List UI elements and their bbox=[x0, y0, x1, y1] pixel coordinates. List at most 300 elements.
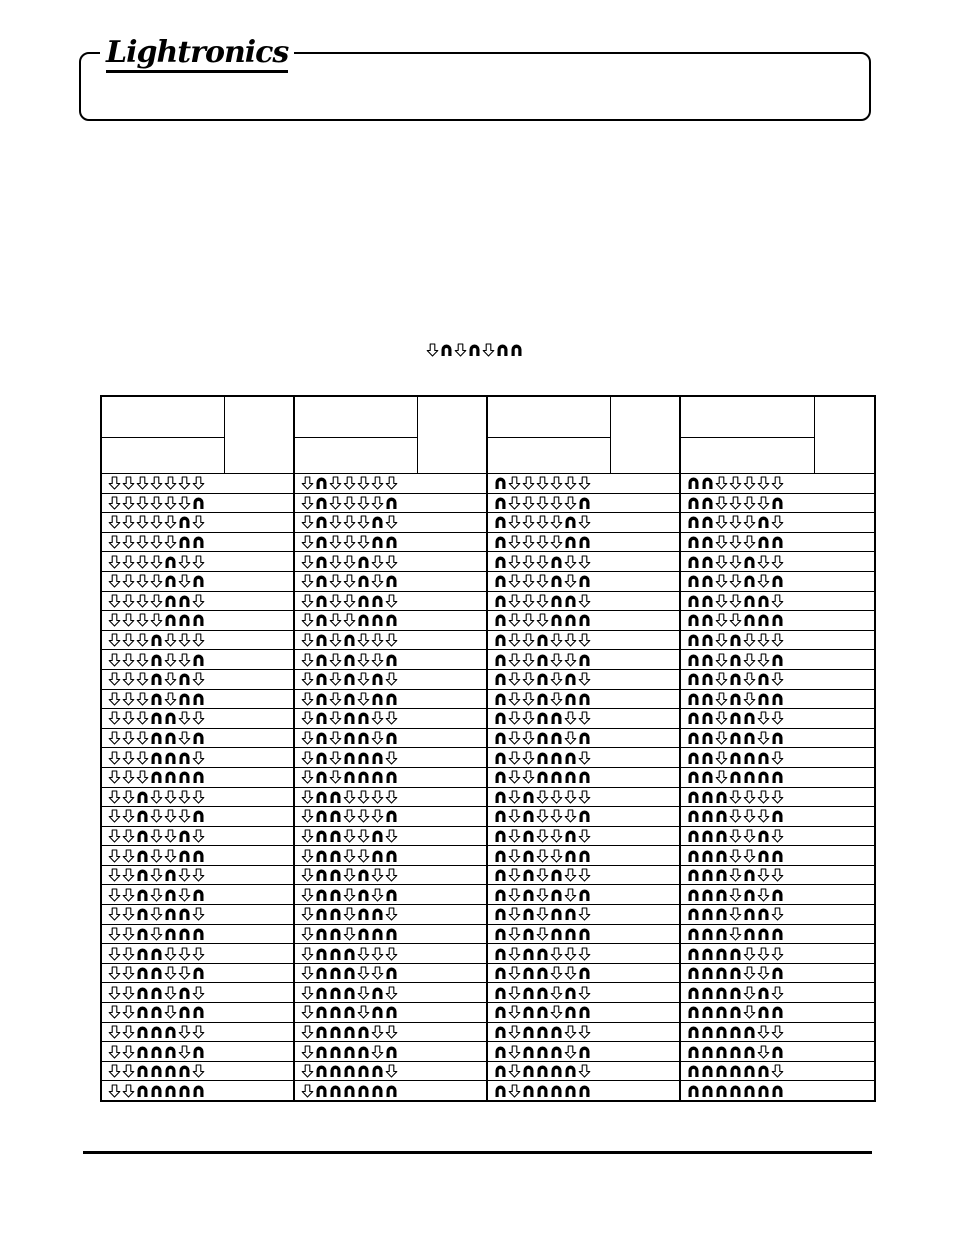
switch-down-icon bbox=[122, 692, 135, 706]
switch-up-icon bbox=[178, 1005, 191, 1019]
switch-up-icon bbox=[494, 1005, 507, 1019]
switch-setting-row bbox=[681, 788, 874, 808]
switch-up-icon bbox=[494, 496, 507, 510]
switch-up-icon bbox=[371, 515, 384, 529]
switch-up-icon bbox=[687, 888, 700, 902]
switch-down-icon bbox=[578, 633, 591, 647]
switch-legend bbox=[426, 342, 524, 358]
switch-down-icon bbox=[178, 633, 191, 647]
switch-down-icon bbox=[343, 868, 356, 882]
switch-up-icon bbox=[536, 966, 549, 980]
switch-up-icon bbox=[715, 907, 728, 921]
switch-down-icon bbox=[192, 751, 205, 765]
switch-setting-row bbox=[681, 592, 874, 612]
switch-down-icon bbox=[743, 672, 756, 686]
switch-setting-row bbox=[295, 690, 486, 710]
switch-up-icon bbox=[371, 770, 384, 784]
switch-down-icon bbox=[564, 809, 577, 823]
switch-down-icon bbox=[536, 927, 549, 941]
switch-up-icon bbox=[357, 1045, 370, 1059]
switch-down-icon bbox=[343, 888, 356, 902]
switch-down-icon bbox=[371, 653, 384, 667]
switch-down-icon bbox=[385, 1025, 398, 1039]
switch-setting-row bbox=[295, 729, 486, 749]
switch-up-icon bbox=[564, 1064, 577, 1078]
switch-up-icon bbox=[701, 476, 714, 490]
switch-up-icon bbox=[357, 907, 370, 921]
switch-down-icon bbox=[564, 711, 577, 725]
switch-up-icon bbox=[701, 986, 714, 1000]
switch-down-icon bbox=[136, 731, 149, 745]
switch-up-icon bbox=[357, 868, 370, 882]
switch-up-icon bbox=[329, 868, 342, 882]
switch-up-icon bbox=[522, 927, 535, 941]
switch-down-icon bbox=[715, 653, 728, 667]
switch-setting-row bbox=[102, 1023, 293, 1043]
switch-down-icon bbox=[508, 1045, 521, 1059]
switch-up-icon bbox=[729, 947, 742, 961]
switch-up-icon bbox=[715, 947, 728, 961]
switch-up-icon bbox=[687, 1025, 700, 1039]
switch-down-icon bbox=[578, 907, 591, 921]
switch-up-icon bbox=[687, 770, 700, 784]
switch-down-icon bbox=[343, 907, 356, 921]
switch-down-icon bbox=[757, 790, 770, 804]
switch-down-icon bbox=[122, 515, 135, 529]
switch-down-icon bbox=[164, 535, 177, 549]
switch-down-icon bbox=[164, 966, 177, 980]
switch-up-icon bbox=[729, 1064, 742, 1078]
switch-down-icon bbox=[771, 555, 784, 569]
switch-setting-row bbox=[488, 807, 679, 827]
switch-down-icon bbox=[550, 633, 563, 647]
switch-up-icon bbox=[536, 633, 549, 647]
switch-down-icon bbox=[522, 672, 535, 686]
switch-down-icon bbox=[550, 653, 563, 667]
switch-down-icon bbox=[108, 574, 121, 588]
switch-down-icon bbox=[371, 790, 384, 804]
switch-up-icon bbox=[550, 574, 563, 588]
switch-up-icon bbox=[178, 751, 191, 765]
switch-down-icon bbox=[508, 476, 521, 490]
switch-setting-row bbox=[488, 592, 679, 612]
switch-setting-row bbox=[681, 533, 874, 553]
switch-down-icon bbox=[343, 613, 356, 627]
switch-up-icon bbox=[729, 672, 742, 686]
switch-down-icon bbox=[508, 849, 521, 863]
switch-up-icon bbox=[315, 1045, 328, 1059]
switch-down-icon bbox=[715, 711, 728, 725]
switch-down-icon bbox=[329, 653, 342, 667]
switch-up-icon bbox=[150, 1005, 163, 1019]
switch-down-icon bbox=[301, 888, 314, 902]
switch-setting-row bbox=[295, 944, 486, 964]
switch-down-icon bbox=[301, 1084, 314, 1098]
switch-up-icon bbox=[150, 1064, 163, 1078]
switch-up-icon bbox=[522, 1025, 535, 1039]
switch-setting-row bbox=[102, 552, 293, 572]
switch-down-icon bbox=[371, 809, 384, 823]
switch-up-icon bbox=[715, 868, 728, 882]
switch-up-icon bbox=[687, 731, 700, 745]
switch-up-icon bbox=[715, 1025, 728, 1039]
switch-up-icon bbox=[329, 849, 342, 863]
switch-up-icon bbox=[536, 1064, 549, 1078]
switch-up-icon bbox=[315, 770, 328, 784]
switch-down-icon bbox=[426, 343, 439, 357]
switch-down-icon bbox=[743, 829, 756, 843]
switch-up-icon bbox=[687, 1045, 700, 1059]
switch-up-icon bbox=[385, 613, 398, 627]
switch-down-icon bbox=[508, 966, 521, 980]
switch-down-icon bbox=[371, 1045, 384, 1059]
switch-down-icon bbox=[150, 515, 163, 529]
switch-setting-row bbox=[102, 983, 293, 1003]
switch-up-icon bbox=[385, 574, 398, 588]
switch-up-icon bbox=[771, 496, 784, 510]
switch-down-icon bbox=[329, 633, 342, 647]
switch-down-icon bbox=[715, 751, 728, 765]
switch-down-icon bbox=[108, 849, 121, 863]
switch-down-icon bbox=[385, 594, 398, 608]
switch-up-icon bbox=[701, 496, 714, 510]
switch-down-icon bbox=[301, 711, 314, 725]
switch-down-icon bbox=[164, 476, 177, 490]
switch-up-icon bbox=[701, 829, 714, 843]
switch-up-icon bbox=[371, 672, 384, 686]
switch-setting-row bbox=[295, 866, 486, 886]
switch-down-icon bbox=[122, 986, 135, 1000]
switch-up-icon bbox=[494, 476, 507, 490]
switch-up-icon bbox=[343, 711, 356, 725]
switch-up-icon bbox=[178, 1064, 191, 1078]
switch-up-icon bbox=[550, 711, 563, 725]
switch-down-icon bbox=[522, 770, 535, 784]
switch-up-icon bbox=[192, 731, 205, 745]
switch-down-icon bbox=[136, 515, 149, 529]
switch-up-icon bbox=[150, 947, 163, 961]
switch-down-icon bbox=[550, 966, 563, 980]
switch-up-icon bbox=[701, 907, 714, 921]
switch-setting-row bbox=[488, 866, 679, 886]
switch-up-icon bbox=[701, 1084, 714, 1098]
switch-setting-row bbox=[488, 513, 679, 533]
switch-down-icon bbox=[743, 966, 756, 980]
switch-down-icon bbox=[343, 535, 356, 549]
switch-setting-row bbox=[681, 768, 874, 788]
switch-down-icon bbox=[357, 496, 370, 510]
switch-down-icon bbox=[522, 594, 535, 608]
switch-up-icon bbox=[494, 888, 507, 902]
switch-down-icon bbox=[136, 535, 149, 549]
switch-down-icon bbox=[371, 633, 384, 647]
switch-down-icon bbox=[329, 731, 342, 745]
switch-down-icon bbox=[536, 535, 549, 549]
switch-up-icon bbox=[164, 574, 177, 588]
switch-up-icon bbox=[564, 672, 577, 686]
switch-up-icon bbox=[178, 829, 191, 843]
switch-up-icon bbox=[687, 907, 700, 921]
switch-up-icon bbox=[550, 927, 563, 941]
switch-down-icon bbox=[743, 947, 756, 961]
switch-down-icon bbox=[536, 574, 549, 588]
switch-up-icon bbox=[522, 1045, 535, 1059]
switch-up-icon bbox=[357, 1064, 370, 1078]
switch-down-icon bbox=[108, 751, 121, 765]
switch-up-icon bbox=[743, 613, 756, 627]
switch-up-icon bbox=[357, 574, 370, 588]
switch-up-icon bbox=[494, 653, 507, 667]
switch-setting-row bbox=[102, 690, 293, 710]
switch-down-icon bbox=[536, 868, 549, 882]
switch-up-icon bbox=[578, 653, 591, 667]
switch-down-icon bbox=[729, 496, 742, 510]
switch-up-icon bbox=[150, 986, 163, 1000]
switch-up-icon bbox=[715, 809, 728, 823]
switch-up-icon bbox=[164, 731, 177, 745]
switch-down-icon bbox=[136, 672, 149, 686]
switch-up-icon bbox=[522, 1084, 535, 1098]
switch-down-icon bbox=[329, 711, 342, 725]
column-4-header bbox=[681, 397, 874, 474]
switch-down-icon bbox=[757, 947, 770, 961]
switch-down-icon bbox=[757, 555, 770, 569]
switch-down-icon bbox=[150, 829, 163, 843]
switch-down-icon bbox=[357, 476, 370, 490]
switch-setting-row bbox=[102, 807, 293, 827]
switch-down-icon bbox=[715, 496, 728, 510]
switch-setting-row bbox=[295, 983, 486, 1003]
switch-setting-row bbox=[295, 846, 486, 866]
switch-down-icon bbox=[108, 770, 121, 784]
switch-up-icon bbox=[701, 613, 714, 627]
switch-setting-row bbox=[295, 964, 486, 984]
switch-up-icon bbox=[578, 496, 591, 510]
switch-up-icon bbox=[136, 868, 149, 882]
switch-up-icon bbox=[701, 1025, 714, 1039]
switch-down-icon bbox=[301, 829, 314, 843]
switch-up-icon bbox=[536, 672, 549, 686]
switch-up-icon bbox=[578, 1045, 591, 1059]
switch-up-icon bbox=[564, 594, 577, 608]
switch-up-icon bbox=[371, 986, 384, 1000]
switch-down-icon bbox=[729, 613, 742, 627]
switch-down-icon bbox=[550, 829, 563, 843]
lightronics-logo bbox=[100, 33, 294, 73]
switch-up-icon bbox=[701, 515, 714, 529]
switch-up-icon bbox=[743, 555, 756, 569]
switch-up-icon bbox=[192, 809, 205, 823]
switch-down-icon bbox=[108, 868, 121, 882]
switch-down-icon bbox=[192, 476, 205, 490]
switch-setting-row bbox=[102, 1081, 293, 1100]
switch-down-icon bbox=[301, 1064, 314, 1078]
switch-down-icon bbox=[343, 829, 356, 843]
switch-up-icon bbox=[701, 888, 714, 902]
switch-down-icon bbox=[329, 751, 342, 765]
switch-up-icon bbox=[701, 692, 714, 706]
switch-up-icon bbox=[357, 731, 370, 745]
switch-up-icon bbox=[164, 1064, 177, 1078]
switch-up-icon bbox=[771, 1084, 784, 1098]
switch-down-icon bbox=[757, 653, 770, 667]
switch-up-icon bbox=[164, 868, 177, 882]
switch-setting-row bbox=[488, 827, 679, 847]
switch-down-icon bbox=[122, 613, 135, 627]
switch-up-icon bbox=[315, 594, 328, 608]
switch-down-icon bbox=[329, 535, 342, 549]
switch-down-icon bbox=[164, 653, 177, 667]
switch-down-icon bbox=[743, 633, 756, 647]
switch-down-icon bbox=[508, 1005, 521, 1019]
switch-down-icon bbox=[508, 613, 521, 627]
switch-up-icon bbox=[550, 868, 563, 882]
switch-up-icon bbox=[371, 907, 384, 921]
switch-up-icon bbox=[371, 1005, 384, 1019]
switch-setting-row bbox=[681, 866, 874, 886]
switch-up-icon bbox=[343, 986, 356, 1000]
switch-setting-row bbox=[488, 1003, 679, 1023]
switch-up-icon bbox=[536, 751, 549, 765]
switch-up-icon bbox=[701, 849, 714, 863]
switch-setting-row bbox=[681, 474, 874, 494]
switch-down-icon bbox=[301, 535, 314, 549]
switch-down-icon bbox=[371, 574, 384, 588]
switch-up-icon bbox=[150, 653, 163, 667]
switch-up-icon bbox=[371, 535, 384, 549]
switch-setting-row bbox=[102, 1003, 293, 1023]
switch-up-icon bbox=[536, 692, 549, 706]
switch-down-icon bbox=[508, 986, 521, 1000]
switch-setting-row bbox=[681, 611, 874, 631]
switch-up-icon bbox=[578, 1084, 591, 1098]
switch-setting-row bbox=[102, 650, 293, 670]
switch-up-icon bbox=[192, 1005, 205, 1019]
switch-up-icon bbox=[315, 496, 328, 510]
switch-down-icon bbox=[757, 633, 770, 647]
switch-down-icon bbox=[122, 672, 135, 686]
switch-down-icon bbox=[757, 966, 770, 980]
switch-setting-row bbox=[102, 925, 293, 945]
switch-down-icon bbox=[301, 809, 314, 823]
switch-setting-row bbox=[102, 474, 293, 494]
switch-setting-row bbox=[681, 964, 874, 984]
switch-up-icon bbox=[494, 829, 507, 843]
switch-up-icon bbox=[522, 1064, 535, 1078]
switch-down-icon bbox=[771, 633, 784, 647]
switch-down-icon bbox=[757, 1025, 770, 1039]
switch-setting-row bbox=[295, 592, 486, 612]
table-column-4 bbox=[679, 397, 874, 1100]
switch-down-icon bbox=[522, 515, 535, 529]
switch-down-icon bbox=[729, 849, 742, 863]
switch-up-icon bbox=[701, 555, 714, 569]
switch-up-icon bbox=[701, 574, 714, 588]
switch-setting-row bbox=[295, 572, 486, 592]
switch-up-icon bbox=[550, 1045, 563, 1059]
switch-up-icon bbox=[136, 849, 149, 863]
switch-down-icon bbox=[385, 947, 398, 961]
switch-up-icon bbox=[315, 633, 328, 647]
switch-down-icon bbox=[508, 888, 521, 902]
switch-down-icon bbox=[508, 574, 521, 588]
switch-up-icon bbox=[357, 594, 370, 608]
switch-down-icon bbox=[192, 829, 205, 843]
switch-down-icon bbox=[564, 653, 577, 667]
switch-setting-row bbox=[488, 650, 679, 670]
switch-down-icon bbox=[743, 1005, 756, 1019]
switch-up-icon bbox=[522, 966, 535, 980]
switch-setting-row bbox=[102, 611, 293, 631]
switch-setting-row bbox=[102, 631, 293, 651]
switch-up-icon bbox=[329, 888, 342, 902]
switch-setting-row bbox=[681, 650, 874, 670]
switch-down-icon bbox=[192, 594, 205, 608]
switch-down-icon bbox=[578, 515, 591, 529]
switch-up-icon bbox=[494, 986, 507, 1000]
switch-down-icon bbox=[164, 672, 177, 686]
switch-down-icon bbox=[343, 849, 356, 863]
switch-up-icon bbox=[315, 476, 328, 490]
switch-down-icon bbox=[729, 515, 742, 529]
switch-down-icon bbox=[122, 653, 135, 667]
switch-up-icon bbox=[564, 613, 577, 627]
switch-up-icon bbox=[578, 1005, 591, 1019]
switch-down-icon bbox=[108, 1005, 121, 1019]
switch-setting-row bbox=[295, 885, 486, 905]
switch-down-icon bbox=[564, 868, 577, 882]
switch-up-icon bbox=[494, 966, 507, 980]
switch-down-icon bbox=[550, 986, 563, 1000]
switch-setting-row bbox=[295, 788, 486, 808]
switch-setting-row bbox=[295, 670, 486, 690]
switch-down-icon bbox=[164, 515, 177, 529]
switch-up-icon bbox=[343, 653, 356, 667]
switch-up-icon bbox=[343, 672, 356, 686]
switch-down-icon bbox=[757, 496, 770, 510]
switch-down-icon bbox=[508, 829, 521, 843]
switch-setting-row bbox=[295, 474, 486, 494]
switch-down-icon bbox=[385, 515, 398, 529]
switch-up-icon bbox=[494, 770, 507, 784]
switch-up-icon bbox=[164, 711, 177, 725]
switch-up-icon bbox=[150, 731, 163, 745]
switch-up-icon bbox=[136, 907, 149, 921]
switch-down-icon bbox=[771, 790, 784, 804]
switch-down-icon bbox=[122, 849, 135, 863]
switch-down-icon bbox=[536, 829, 549, 843]
switch-up-icon bbox=[164, 613, 177, 627]
switch-down-icon bbox=[164, 496, 177, 510]
switch-up-icon bbox=[357, 751, 370, 765]
switch-down-icon bbox=[178, 476, 191, 490]
switch-down-icon bbox=[329, 770, 342, 784]
switch-down-icon bbox=[122, 574, 135, 588]
switch-up-icon bbox=[687, 535, 700, 549]
switch-up-icon bbox=[150, 711, 163, 725]
switch-up-icon bbox=[687, 496, 700, 510]
switch-down-icon bbox=[508, 594, 521, 608]
switch-up-icon bbox=[494, 613, 507, 627]
switch-up-icon bbox=[743, 1025, 756, 1039]
switch-up-icon bbox=[578, 966, 591, 980]
switch-setting-row bbox=[102, 1062, 293, 1082]
switch-down-icon bbox=[508, 1064, 521, 1078]
switch-up-icon bbox=[578, 888, 591, 902]
switch-up-icon bbox=[771, 809, 784, 823]
switch-down-icon bbox=[522, 535, 535, 549]
switch-down-icon bbox=[357, 809, 370, 823]
